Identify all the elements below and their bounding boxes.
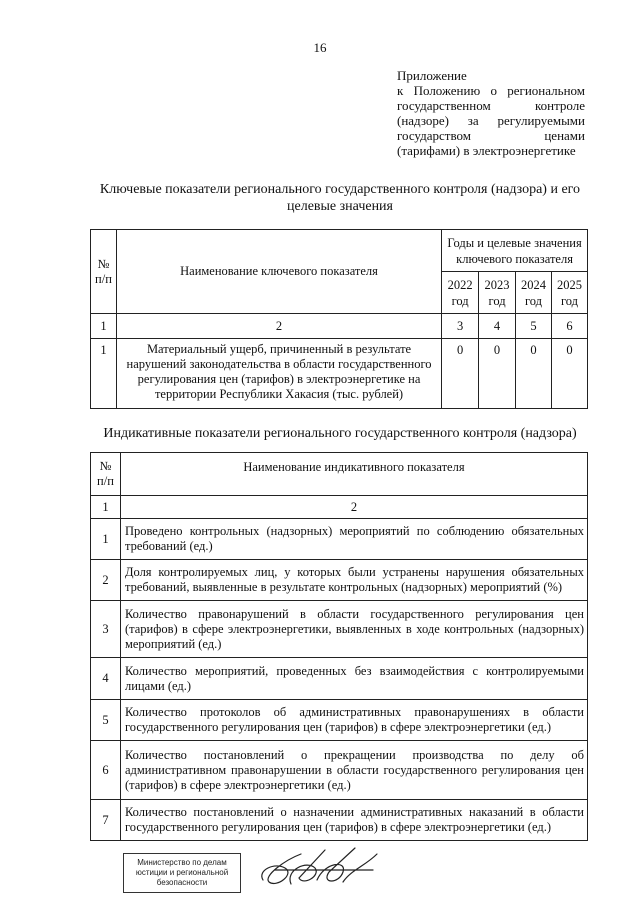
header-number	[91, 453, 121, 496]
signature	[255, 840, 385, 898]
table-row	[91, 339, 588, 409]
table-row	[91, 700, 588, 741]
target-value: 0	[442, 339, 479, 409]
appendix-line: (тарифами) в электроэнергетике	[397, 143, 576, 158]
appendix-line: государством ценами	[397, 128, 585, 143]
header-name: Наименование индикативного показателя	[120, 453, 587, 496]
table-row	[91, 519, 588, 560]
indicator-line: Материальный ущерб, причиненный в результате	[146, 342, 412, 356]
indicator-name	[116, 339, 441, 409]
appendix-line: Приложение	[397, 68, 467, 83]
year-text: 2022	[447, 277, 473, 292]
column-number: 4	[479, 314, 516, 339]
year-text: 2024	[521, 277, 546, 292]
appendix-line: (надзоре) за регулируемыми	[397, 113, 585, 128]
header-text: п/п	[97, 474, 114, 488]
column-number-row	[91, 496, 588, 519]
column-number: 1	[91, 314, 117, 339]
title-line: целевые значения	[287, 199, 393, 214]
indicator-text: Количество постановлений о прекращении производства по делу об административном правонарушении в области государственного регулирования цен (тарифов) в сфере электроэнергетики (ед.)	[120, 741, 587, 800]
appendix-line: к Положению о региональном	[397, 83, 585, 98]
row-number: 7	[91, 800, 121, 841]
table-row	[91, 800, 588, 841]
appendix-note	[397, 68, 585, 158]
indicator-text: Количество правонарушений в области государственного регулирования цен (тарифов) в сфере электроэнергетики, выявленных в ходе контрольных (надзорных) мероприятий (ед.)	[120, 601, 587, 658]
indicator-text: Количество протоколов об административных правонарушениях в области государственного регулирования цен (тарифов) в сфере электроэнергетики (ед.)	[120, 700, 587, 741]
target-value: 0	[479, 339, 516, 409]
year-header	[551, 272, 587, 314]
table-row	[91, 601, 588, 658]
row-number: 1	[91, 519, 121, 560]
stamp-line: безопасности	[156, 878, 208, 887]
column-number: 2	[116, 314, 441, 339]
header-years	[442, 230, 588, 272]
column-number: 3	[442, 314, 479, 339]
year-header	[516, 272, 552, 314]
stamp-line: Министерство по делам	[137, 858, 227, 867]
indicator-text: Проведено контрольных (надзорных) мероприятий по соблюдению обязательных требований (ед.)	[120, 519, 587, 560]
indicative-indicators-title: Индикативные показатели регионального государственного контроля (надзора)	[103, 426, 577, 441]
indicator-line: нарушений законодательства в области государственного	[126, 357, 432, 371]
year-header	[442, 272, 479, 314]
table-row	[91, 658, 588, 700]
column-number: 5	[516, 314, 552, 339]
indicator-text: Доля контролируемых лиц, у которых были устранены нарушения обязательных требований, выявленные в результате контрольных (надзорных) мероприятий (%)	[120, 560, 587, 601]
column-number: 6	[551, 314, 587, 339]
header-text: Годы и целевые значения	[447, 235, 582, 250]
year-text: 2025	[556, 277, 582, 292]
page-number: 16	[313, 40, 327, 55]
header-text: ключевого показателя	[456, 251, 573, 266]
header-name: Наименование ключевого показателя	[116, 230, 441, 314]
key-indicators-title	[60, 181, 620, 215]
indicator-line: территории Республики Хакасия (тыс. рублей)	[154, 387, 404, 401]
column-number: 2	[120, 496, 587, 519]
appendix-line: государственном контроле	[397, 98, 585, 113]
indicator-text: Количество постановлений о назначении административных наказаний в области государственного регулирования цен (тарифов) в сфере электроэнергетики (ед.)	[120, 800, 587, 841]
title-line: Ключевые показатели регионального государственного контроля (надзора) и его	[99, 182, 581, 197]
year-text: 2023	[484, 277, 510, 292]
row-number: 2	[91, 560, 121, 601]
indicative-indicators-table	[90, 452, 588, 841]
row-number: 3	[91, 601, 121, 658]
header-text: №	[99, 459, 112, 473]
year-header	[479, 272, 516, 314]
column-number: 1	[91, 496, 121, 519]
year-unit: год	[524, 293, 543, 308]
year-unit: год	[560, 293, 579, 308]
key-indicators-table	[90, 229, 588, 409]
indicator-text: Количество мероприятий, проведенных без взаимодействия с контролируемыми лицами (ед.)	[120, 658, 587, 700]
indicator-line: регулирования цен (тарифов) в электроэнергетике на	[137, 372, 421, 386]
target-value: 0	[516, 339, 552, 409]
year-unit: год	[488, 293, 506, 308]
table-row	[91, 560, 588, 601]
column-number-row	[91, 314, 588, 339]
target-value: 0	[551, 339, 587, 409]
row-number: 6	[91, 741, 121, 800]
row-number: 4	[91, 658, 121, 700]
header-text: п/п	[95, 271, 112, 286]
ministry-stamp	[123, 853, 241, 893]
header-text: №	[97, 256, 110, 271]
year-unit: год	[451, 293, 469, 308]
row-number: 5	[91, 700, 121, 741]
header-number	[91, 230, 117, 314]
row-number: 1	[91, 339, 117, 409]
stamp-line: юстиции и региональной	[135, 868, 229, 877]
table-row	[91, 741, 588, 800]
